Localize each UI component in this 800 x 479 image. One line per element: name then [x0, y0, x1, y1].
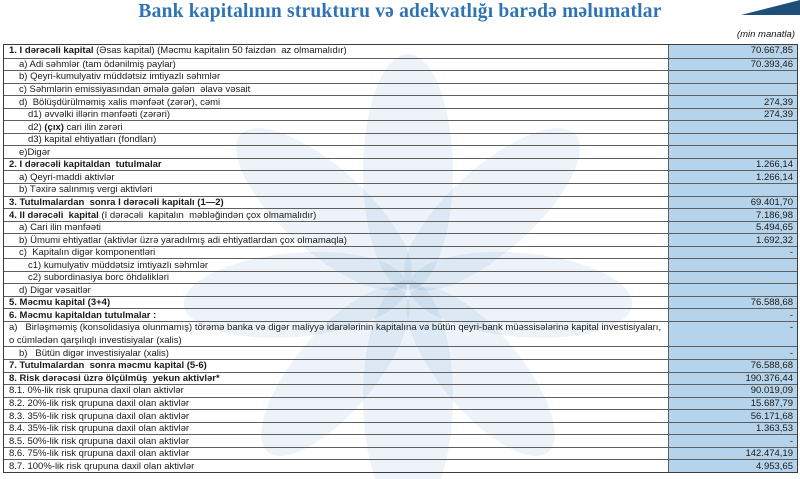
row-label	[4, 84, 668, 96]
row-label-segment: 5. Məcmu kapital (3+4)	[9, 297, 111, 309]
row-value	[668, 284, 797, 296]
row-label-segment: a) Cari ilin mənfəəti	[19, 222, 101, 234]
table-row	[4, 384, 797, 397]
row-label	[4, 284, 668, 296]
row-label-segment: b) Təxirə salınmış vergi aktivləri	[19, 184, 153, 196]
row-label	[4, 109, 668, 121]
row-value: -	[668, 347, 797, 359]
row-label	[4, 259, 668, 271]
table-row	[4, 296, 797, 309]
row-value: 4.953,65	[668, 460, 797, 472]
row-value	[668, 184, 797, 196]
row-label	[4, 322, 668, 346]
row-label-segment: d3) kapital ehtiyatları (fondları)	[28, 134, 157, 146]
row-value: 70.667,85	[668, 45, 797, 58]
table-row	[4, 246, 797, 259]
row-value: 56.171,68	[668, 410, 797, 422]
row-label-segment: 8.2. 20%-lik risk qrupuna daxil olan aktivlər	[9, 398, 190, 409]
row-label	[4, 184, 668, 196]
row-label-segment: c1) kumulyativ müddətsiz imtiyazlı səhmlər	[28, 259, 209, 271]
row-label	[4, 385, 668, 397]
row-label	[4, 59, 668, 71]
row-label	[4, 159, 668, 171]
table-row	[4, 372, 797, 385]
row-label	[4, 297, 668, 309]
table-row	[4, 422, 797, 435]
capital-table	[3, 44, 798, 473]
row-label	[4, 435, 668, 447]
row-label	[4, 360, 668, 372]
table-row	[4, 233, 797, 246]
row-label-segment: a) Birləşməmiş (konsolidasiya olunmamış) törəmə banka və digər maliyyə idarələrinin kapitalına və bütün qeyri-bank müəssisələrinə kapital investisiyaları, o cümlədən qarşılıqlı investisiyalar (xalis)	[9, 322, 664, 346]
row-label	[4, 121, 668, 133]
row-label-segment: 8.7. 100%-lik risk qrupuna daxil olan aktivlər	[9, 460, 195, 472]
row-label-segment: 1. I dərəcəli kapital	[9, 45, 94, 57]
row-label	[4, 423, 668, 435]
row-label	[4, 197, 668, 209]
row-label-segment: cari ilin zərəri	[63, 121, 123, 133]
table-row	[4, 196, 797, 209]
row-label-segment: a) Adi səhmlər (tam ödənilmiş paylar)	[19, 58, 176, 70]
page-title: Bank kapitalının strukturu və adekvatlığı barədə məlumatlar	[138, 1, 662, 22]
row-value: 76.588,68	[668, 360, 797, 372]
table-row	[4, 321, 797, 346]
row-value: -	[668, 322, 797, 346]
row-label	[4, 134, 668, 146]
row-label	[4, 96, 668, 108]
row-value	[668, 71, 797, 83]
row-value: 7.186,98	[668, 209, 797, 221]
unit-note: (min manatla)	[736, 29, 795, 40]
row-label-segment: 8.4. 35%-lik risk qrupuna daxil olan aktivlər	[9, 423, 190, 435]
row-value	[668, 272, 797, 284]
row-value	[668, 121, 797, 133]
table-row	[4, 70, 797, 83]
table-row	[4, 258, 797, 271]
table-row	[4, 283, 797, 296]
row-label	[4, 45, 668, 58]
table-row	[4, 434, 797, 447]
row-label-segment: b) Ümumi ehtiyatlar (aktivlər üzrə yaradılmış adi ehtiyatlardan çox olmamaqla)	[19, 234, 347, 246]
row-label	[4, 171, 668, 183]
row-label	[4, 347, 668, 359]
table-row	[4, 308, 797, 321]
row-value: 142.474,19	[668, 448, 797, 460]
row-label	[4, 398, 668, 410]
row-value: 274,39	[668, 109, 797, 121]
row-label-segment: 8.1. 0%-lik risk qrupuna daxil olan aktivlər	[9, 385, 184, 397]
table-row	[4, 183, 797, 196]
row-label	[4, 373, 668, 385]
row-label-segment: 6. Məcmu kapitaldan tutulmalar :	[9, 309, 157, 321]
row-value: 76.588,68	[668, 297, 797, 309]
row-label-segment: (I dərəcəli kapitalın məbləğindən çox olmamalıdır)	[98, 209, 317, 221]
table-row	[4, 133, 797, 146]
row-label-segment: b) Bütün digər investisiyalar (xalis)	[19, 347, 169, 359]
table-row	[4, 158, 797, 171]
row-label	[4, 309, 668, 321]
row-value: 1.692,32	[668, 234, 797, 246]
row-label-segment: 8.5. 50%-lik risk qrupuna daxil olan aktivlər	[9, 435, 190, 447]
row-label-segment: d) Bölüşdürülməmiş xalis mənfəət (zərər), cəmi	[19, 96, 221, 108]
row-label	[4, 222, 668, 234]
row-label-segment: b) Qeyri-kumulyativ müddətsiz imtiyazlı səhmlər	[19, 71, 221, 83]
row-value: 90.019,09	[668, 385, 797, 397]
table-row	[4, 145, 797, 158]
row-label-segment: (çıx)	[44, 121, 64, 133]
table-row	[4, 359, 797, 372]
row-value: 1.266,14	[668, 159, 797, 171]
table-row	[4, 346, 797, 359]
row-label-segment: (Əsas kapital) (Məcmu kapitalın 50 faizdən az olmamalıdır)	[93, 45, 347, 57]
row-label-segment: a) Qeyri-maddi aktivlər	[19, 171, 115, 183]
row-value: 1.363,53	[668, 423, 797, 435]
row-label-segment: 3. Tutulmalardan sonra I dərəcəli kapitalı (1—2)	[9, 196, 224, 208]
row-label	[4, 448, 668, 460]
row-label	[4, 71, 668, 83]
row-label-segment: 8.3. 35%-lik risk qrupuna daxil olan aktivlər	[9, 410, 190, 422]
row-value	[668, 146, 797, 158]
table-row	[4, 95, 797, 108]
table-row	[4, 221, 797, 234]
row-value: 5.494,65	[668, 222, 797, 234]
table-row	[4, 170, 797, 183]
row-label	[4, 410, 668, 422]
row-label-segment: c) Kapitalın digər komponentləri	[19, 247, 156, 259]
row-value	[668, 134, 797, 146]
row-label-segment: 4. II dərəcəli kapital	[9, 209, 99, 221]
table-row	[4, 397, 797, 410]
row-value: 1.266,14	[668, 171, 797, 183]
table-row	[4, 83, 797, 96]
row-label-segment: 2. I dərəcəli kapitaldan tutulmalar	[9, 159, 162, 171]
row-value	[668, 84, 797, 96]
table-row	[4, 447, 797, 460]
row-label-segment: c2) subordinasiya borc öhdəlikləri	[28, 272, 169, 284]
table-row	[4, 459, 797, 472]
table-row	[4, 271, 797, 284]
table-row	[4, 58, 797, 71]
row-label	[4, 234, 668, 246]
row-label	[4, 247, 668, 259]
row-value: -	[668, 247, 797, 259]
row-value: -	[668, 309, 797, 321]
row-label-segment: d) Digər vəsaitlər	[19, 284, 91, 296]
row-value: 274,39	[668, 96, 797, 108]
row-label-segment: c) Səhmlərin emissiyasından əmələ gələn əlavə vəsait	[19, 84, 251, 96]
table-row	[4, 409, 797, 422]
row-label-segment: 8. Risk dərəcəsi üzrə ölçülmüş yekun aktivlər*	[9, 372, 220, 384]
row-value: 70.393,46	[668, 59, 797, 71]
row-value: 15.687,79	[668, 398, 797, 410]
row-value: 69.401,70	[668, 197, 797, 209]
table-row	[4, 120, 797, 133]
row-label	[4, 209, 668, 221]
row-label-segment: d2)	[28, 121, 45, 133]
row-label-segment: 8.6. 75%-lik risk qrupuna daxil olan aktivlər	[9, 448, 190, 460]
row-label-segment: 7. Tutulmalardan sonra məcmu kapital (5-6)	[9, 360, 207, 372]
table-row	[4, 45, 797, 58]
row-label-segment: d1) əvvəlki illərin mənfəəti (zərəri)	[28, 109, 171, 121]
row-label	[4, 146, 668, 158]
row-value: 190.376,44	[668, 373, 797, 385]
row-label	[4, 272, 668, 284]
table-row	[4, 108, 797, 121]
row-value	[668, 259, 797, 271]
table-row	[4, 208, 797, 221]
row-label	[4, 460, 668, 472]
row-value: -	[668, 435, 797, 447]
row-label-segment: e)Digər	[19, 146, 51, 158]
